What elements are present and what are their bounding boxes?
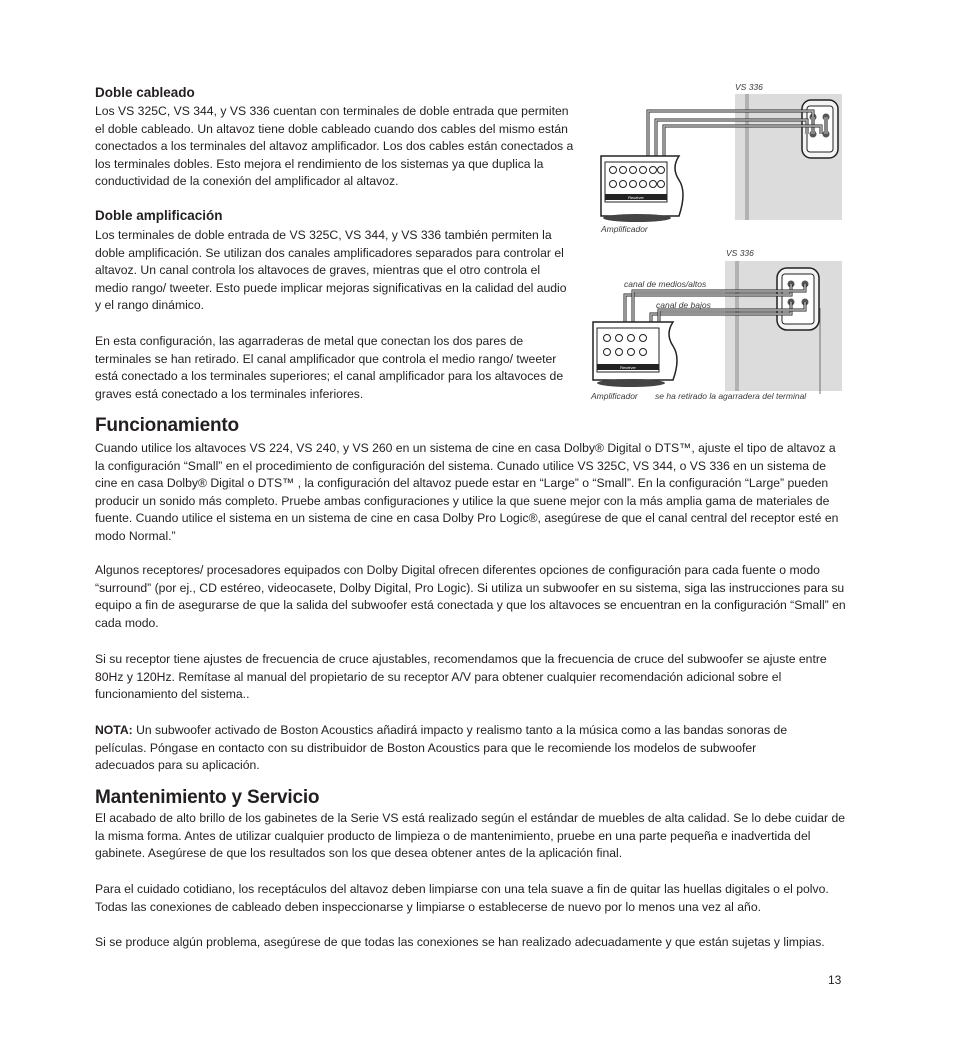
fig2-speaker-label: VS 336 <box>726 248 754 258</box>
mantenimiento-p2: Para el cuidado cotidiano, los receptáculos del altavoz deben limpiarse con una tela suave a fin de quitar las huellas digitales o el polvo. Todas las conexiones de cableado deben inspeccionarse y limpiarse o establecerse de nuevo por lo menos una vez al año. <box>95 882 829 914</box>
nota-label: NOTA: <box>95 723 133 737</box>
funcionamiento-p1: Cuando utilice los altavoces VS 224, VS 240, y VS 260 en un sistema de cine en casa Dolby® Digital o DTS™, ajuste el tipo de altavoz a la configuración “Small” en el procedimiento de configuración del sistema. Cunado utilice VS 325C, VS 344, o VS 336 en un sistema de cine en casa Dolby® Digital o DTS™ , la configuración del altavoz puede estar en “Large” o “Small”. En la configuración “Large” pueden producir un sonido más completo. Pruebe ambas configuraciones y utilice la que suene mejor con la más amplia gama de materiales de fuente. Cuando utilice el sistema en un sistema de cine en casa Dolby Pro Logic®, asegúrese de que el canal central del receptor esté en modo Normal.” <box>95 441 839 543</box>
page-number: 13 <box>828 973 842 987</box>
mantenimiento-p1: El acabado de alto brillo de los gabinetes de la Serie VS está realizado según el estándar de muebles de alta calidad. Se lo debe cuidar de la misma forma. Antes de utilizar cualquier producto de limpieza o de mantenimiento, pruebe en una parte pequeña e inadvertida del gabinete. Asegúrese de que los resultados son los que desea obtener antes de la aplicación final. <box>95 811 846 861</box>
doble-cableado-body: Los VS 325C, VS 344, y VS 336 cuentan con terminales de doble entrada que permiten el doble cableado. Un altavoz tiene doble cableado cuando dos cables del mismo están conectados a los terminales del altavoz amplificador. Los dos cables están conectados a los terminales dobles. Esto mejora el rendimiento de los sistemas ya que duplica la conductividad de la conexión del amplificador al altavoz. <box>95 104 574 189</box>
fig2-bass-label: canal de bajos <box>656 300 711 310</box>
fig2-mid-label: canal de medios/altos <box>624 279 707 289</box>
doble-amplificacion-heading: Doble amplificación <box>95 208 223 223</box>
doble-amplificacion-body-1: Los terminales de doble entrada de VS 325C, VS 344, y VS 336 también permiten la doble amplificación. Se utilizan dos canales amplificadores separados para controlar el altavoz. Un canal controla los altavoces de graves, mientras que el otro controla el medio rango/ tweeter. Esto puede implicar mejoras significativas en la calidad del audio y el rango dinámico. <box>95 228 567 313</box>
nota-text: Un subwoofer activado de Boston Acoustics añadirá impacto y realismo tanto a la música como a las bandas sonoras de películas. Póngase en contacto con su distribuidor de Boston Acoustics para que le recomiende los modelos de subwoofer adecuados para su aplicación. <box>95 723 788 773</box>
bi-wiring-diagram <box>595 82 847 242</box>
fig1-speaker-label: VS 336 <box>735 82 763 92</box>
funcionamiento-p3: Si su receptor tiene ajustes de frecuencia de cruce ajustables, recomendamos que la frecuencia de cruce del subwoofer se ajuste entre 80Hz y 120Hz. Remítase al manual del propietario de su receptor A/V para obtener cualquier recomendación adicional sobre el funcionamiento del sistema.. <box>95 652 827 702</box>
fig2-removed-label: se ha retirado la agarradera del terminal <box>655 391 807 401</box>
fig1-amp-label: Amplificador <box>601 224 648 234</box>
doble-amplificacion-body-2: En esta configuración, las agarraderas de metal que conectan los dos pares de terminales se han retirado. El canal amplificador que controla el medio rango/ tweeter está conectado a los terminales superiores; el canal amplificador para los altavoces de graves está conectado a los terminales inferiores. <box>95 334 564 401</box>
funcionamiento-p2: Algunos receptores/ procesadores equipados con Dolby Digital ofrecen diferentes opciones de configuración para cada fuente o modo “surround” (por ej., CD estéreo, videocasete, Dolby Digital, Pro Logic). Si utiliza un subwoofer en su sistema, siga las instrucciones para su equipo a fin de asegurarse de que la salida del subwoofer está conectada y que los altavoces se encuentran en la configuración “Small” en cada modo. <box>95 563 846 630</box>
amp-brand-label-2: Receiver <box>620 365 636 370</box>
nota-paragraph <box>95 722 815 775</box>
mantenimiento-p3: Si se produce algún problema, asegúrese de que todas las conexiones se han realizado adecuadamente y que están sujetas y limpias. <box>95 935 825 949</box>
mantenimiento-heading: Mantenimiento y Servicio <box>95 787 320 808</box>
funcionamiento-heading: Funcionamiento <box>95 415 239 436</box>
doble-cableado-heading: Doble cableado <box>95 85 195 100</box>
amp-brand-label: Receiver <box>628 195 644 200</box>
fig2-amp-label: Amplificador <box>591 391 638 401</box>
